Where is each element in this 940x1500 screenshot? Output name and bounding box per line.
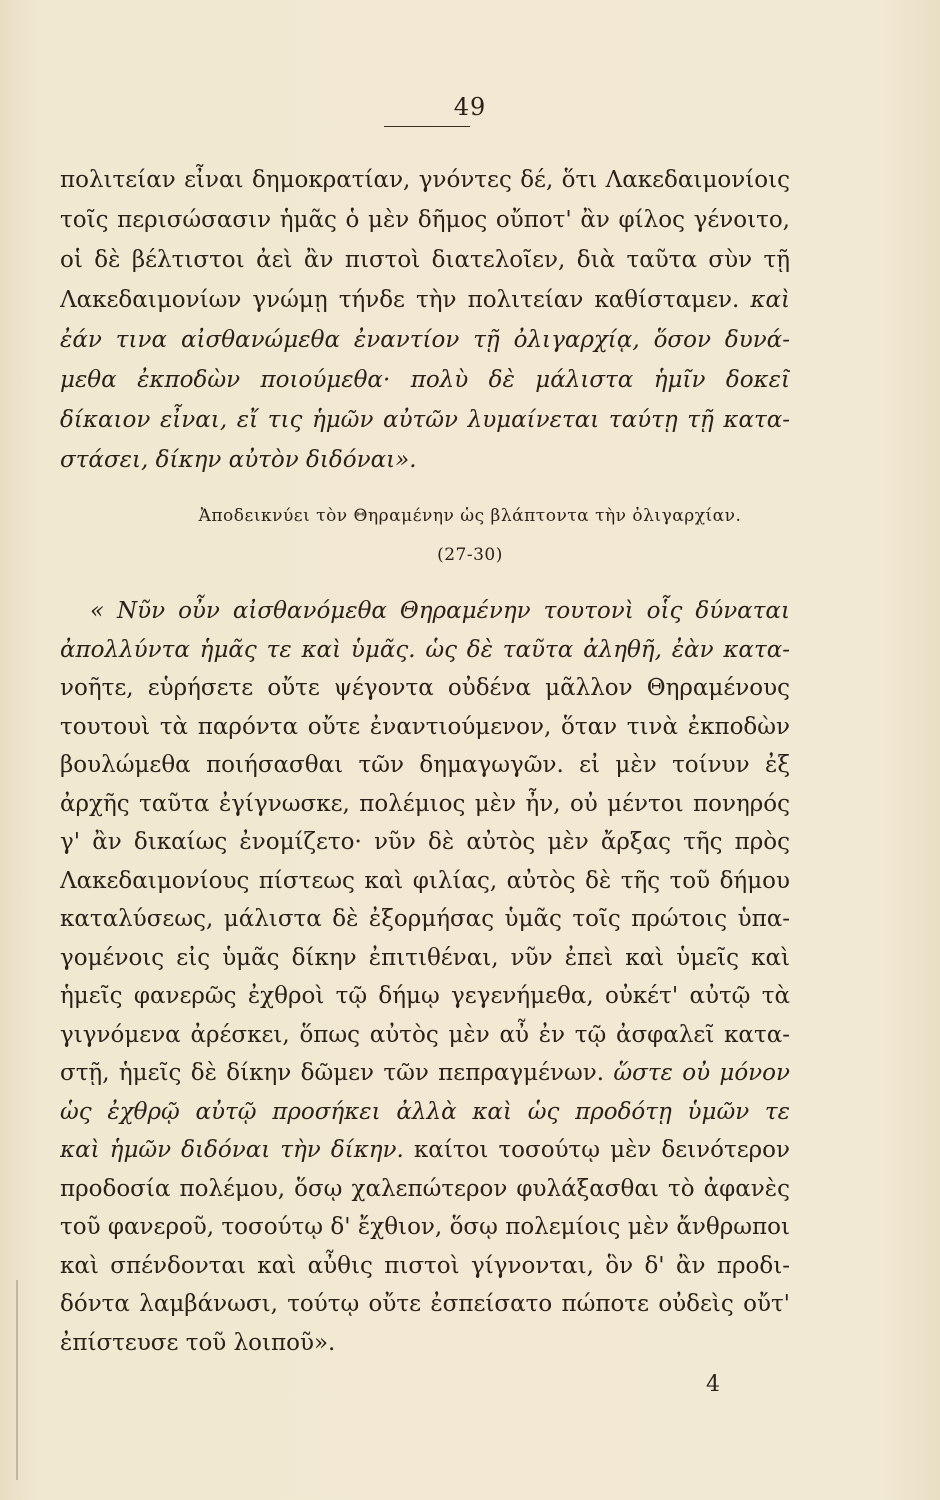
text-line: γομένοις εἰς ὑμᾶς δίκην ἐπιτιθέναι, νῦν ἐπεὶ καὶ ὑμεῖς καὶ	[60, 944, 790, 971]
signature-mark: 4	[706, 1372, 720, 1397]
text-line: πολιτείαν εἶναι δημοκρατίαν, γνόντες δέ, ὅτι Λακεδαιμονίοις	[60, 167, 790, 193]
text-line: οἱ δὲ βέλτιστοι ἀεὶ ἂν πιστοὶ διατελοῖεν, διὰ ταῦτα σὺν τῇ	[60, 247, 790, 273]
text-line	[60, 1131, 790, 1169]
text-line: τοῖς περισώσασιν ἡμᾶς ὁ μὲν δῆμος οὔποτ' ἂν φίλος γένοιτο,	[60, 207, 790, 233]
text-line: τοῦ φανεροῦ, τοσούτῳ δ' ἔχθιον, ὅσῳ πολεμίοις μὲν ἄνθρωποι	[60, 1214, 790, 1240]
text-line	[60, 1054, 790, 1092]
text-line	[60, 281, 790, 319]
section-range: (27-30)	[437, 545, 503, 565]
text-line: ἀπολλύντα ἡμᾶς τε καὶ ὑμᾶς. ὡς δὲ ταῦτα ἀληθῆ, ἐὰν κατα-	[60, 636, 790, 663]
text-segment: καίτοι τοσούτῳ μὲν δεινότερον	[413, 1137, 790, 1163]
text-line: « Νῦν οὖν αἰσθανόμεθα Θηραμένην τουτονὶ οἷς δύναται	[90, 598, 790, 624]
text-line: προδοσία πολέμου, ὅσῳ χαλεπώτερον φυλάξασθαι τὸ ἀφανὲς	[60, 1175, 790, 1202]
page-number-rule	[384, 126, 470, 127]
text-line: καὶ σπένδονται καὶ αὖθις πιστοὶ γίγνονται, ὃν δ' ἂν προδι-	[60, 1252, 790, 1279]
text-line: Λακεδαιμονίους πίστεως καὶ φιλίας, αὐτὸς δὲ τῆς τοῦ δήμου	[60, 867, 790, 894]
text-line: μεθα ἐκποδὼν ποιούμεθα· πολὺ δὲ μάλιστα ἡμῖν δοκεῖ	[60, 367, 790, 393]
page-number: 49	[453, 93, 487, 121]
section-heading: Ἀποδεικνύει τὸν Θηραμένην ὡς βλάπτοντα τὴν ὀλιγαρχίαν.	[198, 506, 742, 526]
text-line: γ' ἂν δικαίως ἐνομίζετο· νῦν δὲ αὐτὸς μὲν ἄρξας τῆς πρὸς	[60, 829, 790, 855]
text-line: δίκαιον εἶναι, εἴ τις ἡμῶν αὐτῶν λυμαίνεται ταύτῃ τῇ κατα-	[60, 407, 790, 433]
text-line: γιγνόμενα ἀρέσκει, ὅπως αὐτὸς μὲν αὖ ἐν τῷ ἀσφαλεῖ κατα-	[60, 1021, 790, 1048]
binding-edge	[16, 1280, 18, 1480]
text-line: καταλύσεως, μάλιστα δὲ ἐξορμήσας ὑμᾶς τοῖς πρώτοις ὑπα-	[60, 906, 790, 932]
text-line: ἀρχῆς ταῦτα ἐγίγνωσκε, πολέμιος μὲν ἦν, οὐ μέντοι πονηρός	[60, 790, 790, 817]
text-segment: Λακεδαιμονίων γνώμῃ τήνδε τὴν πολιτείαν καθίσταμεν.	[60, 287, 740, 313]
text-line: βουλώμεθα ποιήσασθαι τῶν δημαγωγῶν. εἰ μὲν τοίνυν ἐξ	[60, 752, 790, 778]
text-segment: ὥστε οὐ μόνον	[613, 1060, 790, 1086]
text-segment: στῇ, ἡμεῖς δὲ δίκην δῶμεν τῶν πεπραγμένων.	[60, 1060, 605, 1086]
text-line: τουτουὶ τὰ παρόντα οὔτε ἐναντιούμενον, ὅταν τινὰ ἐκποδὼν	[60, 713, 790, 740]
text-line: ὡς ἐχθρῷ αὐτῷ προσήκει ἀλλὰ καὶ ὡς προδότῃ ὑμῶν τε	[60, 1098, 790, 1125]
text-line: δόντα λαμβάνωσι, τούτῳ οὔτε ἐσπείσατο πώποτε οὐδεὶς οὔτ'	[60, 1291, 790, 1317]
text-line: ἐάν τινα αἰσθανώμεθα ἐναντίον τῇ ὀλιγαρχίᾳ, ὅσον δυνά-	[60, 327, 790, 353]
text-line: στάσει, δίκην αὐτὸν διδόναι».	[60, 447, 417, 473]
text-segment: καὶ ἡμῶν διδόναι τὴν δίκην.	[60, 1137, 404, 1163]
text-line: ἡμεῖς φανερῶς ἐχθροὶ τῷ δήμῳ γεγενήμεθα, οὐκέτ' αὐτῷ τὰ	[60, 983, 790, 1009]
text-segment: καὶ	[750, 287, 790, 313]
text-line: νοῆτε, εὑρήσετε οὔτε ψέγοντα οὐδένα μᾶλλον Θηραμένους	[60, 675, 790, 701]
text-line: ἐπίστευσε τοῦ λοιποῦ».	[60, 1329, 336, 1356]
